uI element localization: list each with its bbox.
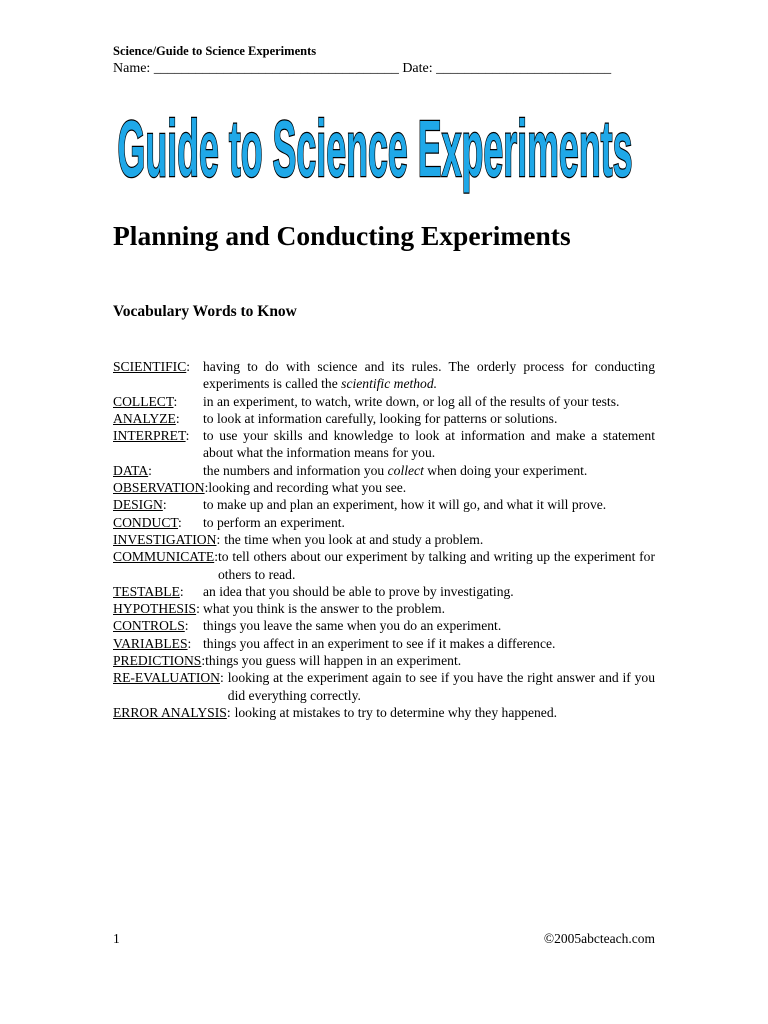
vocab-term-cell [113,652,205,669]
definition-text: to make up and plan an experiment, how it will go, and what it will prove. [203,497,607,513]
vocab-term-cell [113,548,218,583]
vocab-term: CONTROLS [113,618,185,634]
vocab-term: DESIGN [113,497,163,513]
vocab-entry [113,704,655,721]
definition-text: having to do with science and its rules. The orderly process for conducting experiments is called the [203,359,655,392]
vocab-term: PREDICTIONS [113,653,202,669]
vocab-separator: : [179,583,184,599]
vocab-term-cell [113,496,203,513]
vocab-separator: : [173,393,178,409]
definition-emphasis: collect [387,462,424,478]
vocab-definition [203,617,655,634]
vocab-term: CONDUCT [113,514,179,530]
vocab-definition [228,669,655,704]
definition-text: looking at mistakes to try to determine why they happened. [234,704,558,720]
definition-emphasis: scientific method. [341,376,438,392]
vocab-definition [203,514,655,531]
vocab-separator: : [201,653,206,669]
vocab-entry [113,427,655,462]
vocab-entry [113,462,655,479]
definition-text: to tell others about our experiment by talking and writing up the experiment for others to read. [217,549,655,582]
name-date-line: Name: ___________________________________ Date: _________________________ [113,61,612,76]
banner-wordart [110,88,640,198]
document-subtitle: Science/Guide to Science Experiments [113,44,317,58]
vocab-definition [203,496,655,513]
vocab-term-cell [113,669,228,704]
vocab-entry [113,358,655,393]
vocab-term-cell [113,617,203,634]
vocab-definition [235,704,655,721]
vocab-entry [113,496,655,513]
vocab-definition [205,652,655,669]
vocab-term: INTERPRET [113,428,186,444]
vocab-entry [113,652,655,669]
vocab-separator: : [187,635,192,651]
vocab-separator: : [178,514,182,530]
vocab-separator: : [214,549,218,565]
vocab-entry [113,617,655,634]
vocab-term-cell [113,358,203,393]
vocab-term-cell [113,635,203,652]
vocab-definition [203,410,655,427]
definition-text: the time when you look at and study a problem. [224,531,484,547]
vocab-entry [113,410,655,427]
vocabulary-list [113,358,655,721]
definition-text: to look at information carefully, looking for patterns or solutions. [203,410,558,426]
vocab-entry [113,548,655,583]
vocab-term: VARIABLES [113,635,188,651]
vocab-separator: : [186,359,191,374]
vocab-separator: : [204,480,209,496]
vocab-term: DATA [113,462,149,478]
definition-text: things you guess will happen in an experiment. [205,653,462,669]
vocab-separator: : [184,618,189,634]
vocab-term-cell [113,479,208,496]
page-number: 1 [113,931,120,946]
definition-text: looking and recording what you see. [208,480,407,496]
vocab-definition [203,583,655,600]
vocab-entry [113,479,655,496]
vocab-term-cell [113,600,203,617]
vocab-definition [203,635,655,652]
copyright-notice: ©2005abcteach.com [543,931,655,946]
definition-text: when doing your experiment. [423,462,588,478]
vocab-definition [218,548,655,583]
definition-text: an idea that you should be able to prove by investigating. [203,583,514,599]
vocab-separator: : [226,704,231,720]
vocab-separator: : [162,497,167,513]
vocab-entry [113,669,655,704]
vocab-separator: : [175,410,180,426]
vocab-term: COMMUNICATE [113,549,215,565]
vocab-entry [113,393,655,410]
vocab-term: COLLECT [113,393,174,409]
vocab-definition [203,600,655,617]
vocab-separator: : [196,601,200,617]
vocab-term: RE-EVALUATION [113,670,220,686]
definition-text: things you affect in an experiment to see if it makes a difference. [203,635,556,651]
vocab-separator: : [216,531,221,547]
vocab-entry [113,600,655,617]
vocab-separator: : [185,428,190,444]
page-title: Planning and Conducting Experiments [113,220,571,251]
vocab-term-cell [113,462,203,479]
vocab-term: TESTABLE [113,583,180,599]
definition-text: to use your skills and knowledge to look at information and make a statement about what the information means for you. [203,428,655,461]
vocab-separator: : [148,462,152,478]
definition-text: looking at the experiment again to see if you have the right answer and if you did everything correctly. [227,670,655,703]
vocab-definition [224,531,655,548]
vocab-term-cell [113,427,203,462]
vocab-term: ERROR ANALYSIS [113,704,227,720]
definition-text: the numbers and information you [203,462,388,478]
vocab-definition [203,427,655,462]
vocab-term: ANALYZE [113,410,176,426]
vocab-entry [113,531,655,548]
vocab-term-cell [113,583,203,600]
vocab-term: OBSERVATION [113,480,205,496]
vocab-term-cell [113,704,235,721]
vocab-term: INVESTIGATION [113,531,217,547]
vocab-entry [113,635,655,652]
definition-text: to perform an experiment. [203,514,345,530]
vocab-term: SCIENTIFIC [113,359,187,374]
vocab-term: HYPOTHESIS [113,601,197,617]
vocab-separator: : [219,670,224,686]
vocab-term-cell [113,531,224,548]
definition-text: what you think is the answer to the problem. [203,601,445,617]
vocab-definition [203,462,655,479]
definition-text: things you leave the same when you do an experiment. [203,618,502,634]
banner-text: Guide to Science Experiments [117,104,633,193]
vocab-entry [113,514,655,531]
vocab-entry [113,583,655,600]
section-heading: Vocabulary Words to Know [113,303,297,320]
vocab-term-cell [113,393,203,410]
vocab-definition [203,393,655,410]
vocab-definition [208,479,655,496]
definition-text: in an experiment, to watch, write down, or log all of the results of your tests. [203,393,620,409]
vocab-term-cell [113,514,203,531]
vocab-term-cell [113,410,203,427]
vocab-definition [203,358,655,393]
